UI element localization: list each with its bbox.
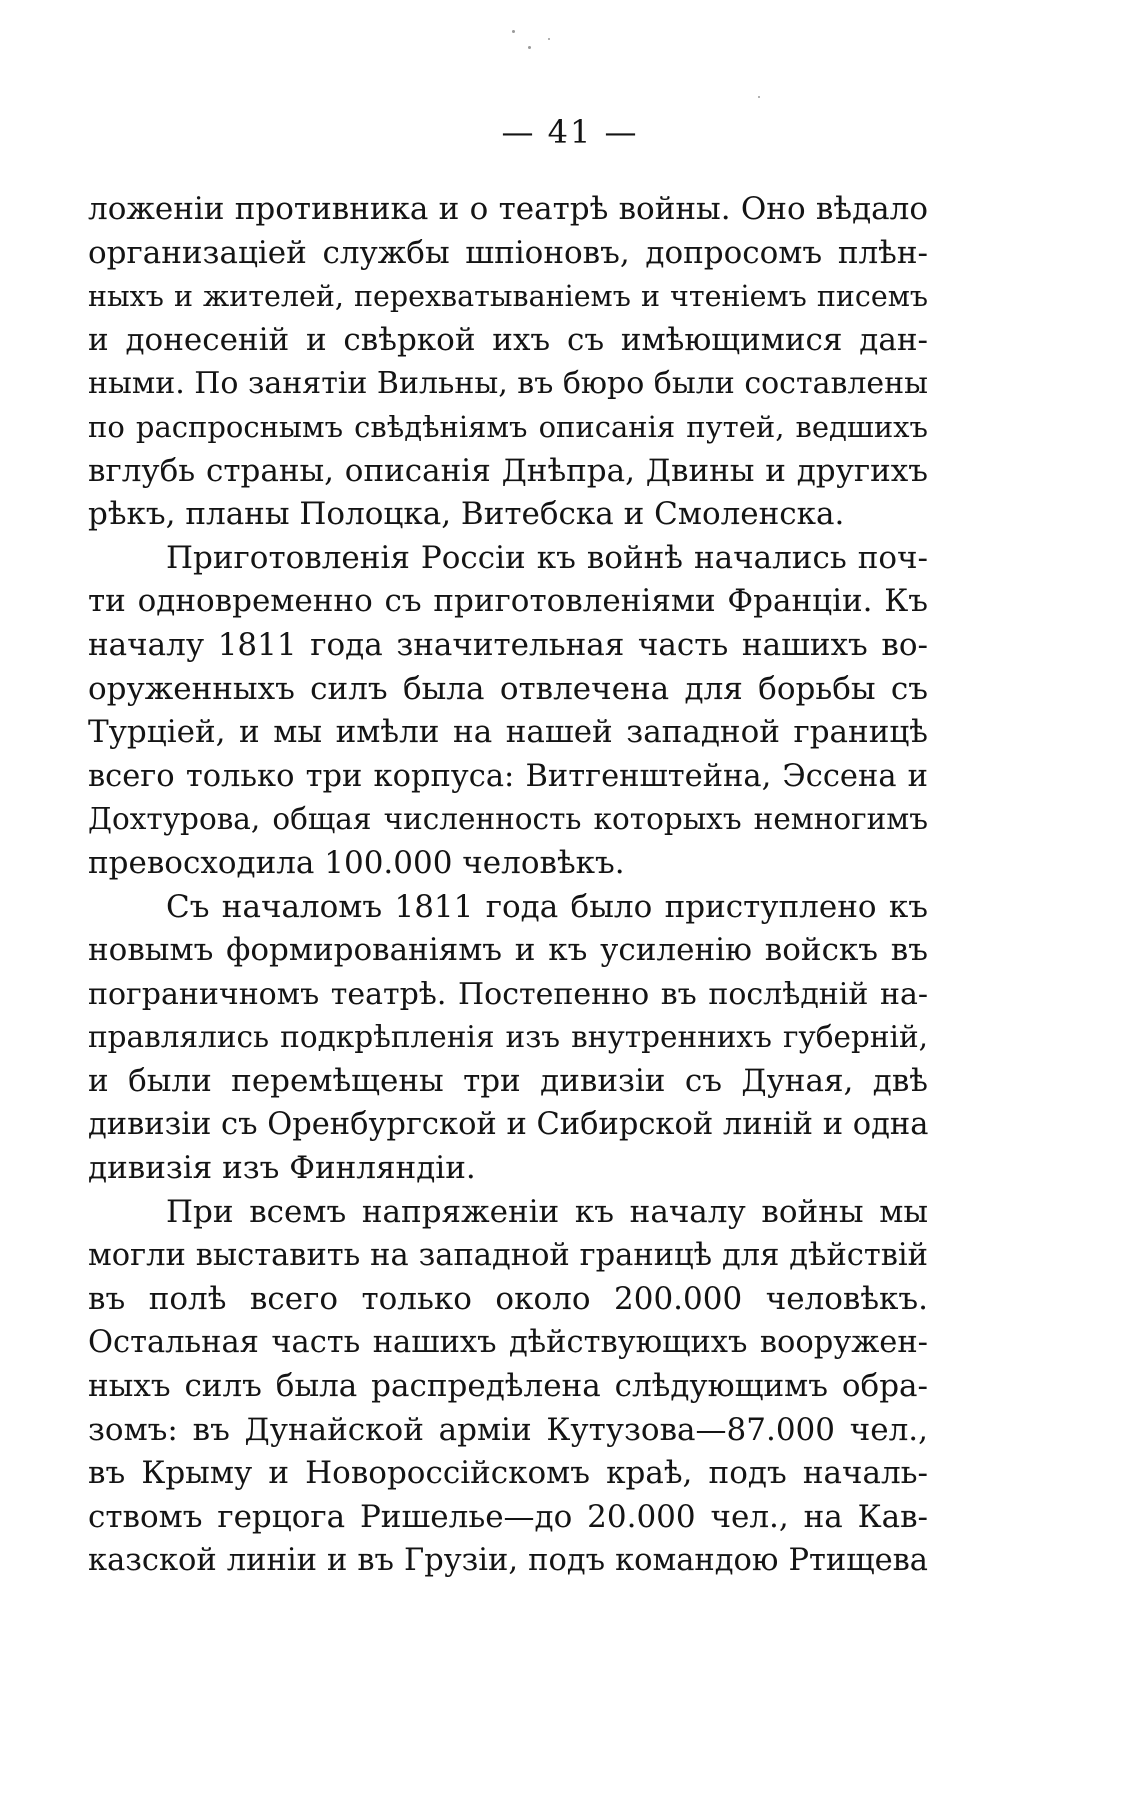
scan-speck <box>512 30 515 33</box>
body-text <box>88 188 928 1583</box>
text-line: Приготовленія Россіи къ войнѣ начались поч- <box>166 539 928 576</box>
text-line: и донесеній и свѣркой ихъ съ имѣющимися дан- <box>88 321 928 358</box>
text-line: и были перемѣщены три дивизіи съ Дуная, двѣ <box>88 1062 928 1099</box>
text-line: по распроснымъ свѣдѣніямъ описанія путей, ведшихъ <box>88 409 928 444</box>
scan-speck <box>758 96 760 98</box>
text-line: могли выставить на западной границѣ для дѣйствій <box>88 1238 928 1274</box>
text-line: Турціей, и мы имѣли на нашей западной границѣ <box>88 714 928 751</box>
text-line: Остальная часть нашихъ дѣйствующихъ вооружен- <box>88 1325 928 1361</box>
text-line: ными. По занятіи Вильны, въ бюро были составлены <box>88 366 928 402</box>
scan-speck <box>528 46 531 49</box>
text-line: ложеніи противника и о театрѣ войны. Оно вѣдало <box>88 191 928 227</box>
text-line: оруженныхъ силъ была отвлечена для борьбы съ <box>88 670 928 707</box>
text-line: дивизія изъ Финляндіи. <box>88 1150 476 1187</box>
text-line: ныхъ силъ была распредѣлена слѣдующимъ обра- <box>88 1368 928 1405</box>
paragraph-2 <box>88 537 928 886</box>
text-line: вглубь страны, описанія Днѣпра, Двины и другихъ <box>88 452 928 489</box>
text-line: Дохтурова, общая численность которыхъ немногимъ <box>88 802 928 837</box>
text-line: ныхъ и жителей, перехватываніемъ и чтеніемъ писемъ <box>88 280 928 314</box>
text-line: дивизіи съ Оренбургской и Сибирской линій и одна <box>88 1107 928 1143</box>
text-line: всего только три корпуса: Витгенштейна, Эссена и <box>88 758 928 794</box>
text-line: началу 1811 года значительная часть нашихъ во- <box>88 626 928 663</box>
text-line: казской линіи и въ Грузіи, подъ командою Ртищева <box>88 1543 928 1579</box>
text-line: правлялись подкрѣпленія изъ внутреннихъ губерній, <box>88 1020 928 1055</box>
paragraph-3 <box>88 886 928 1191</box>
text-line: рѣкъ, планы Полоцка, Витебска и Смоленска. <box>88 496 845 533</box>
text-line: пограничномъ театрѣ. Постепенно въ послѣдній на- <box>88 976 928 1012</box>
text-line: новымъ формированіямъ и къ усиленію войскъ въ <box>88 932 928 969</box>
paragraph-4 <box>88 1191 928 1583</box>
paragraph-1 <box>88 188 928 537</box>
text-line: организаціей службы шпіоновъ, допросомъ плѣн- <box>88 234 928 271</box>
text-line: въ Крыму и Новороссійскомъ краѣ, подъ началь- <box>88 1455 928 1492</box>
text-line: зомъ: въ Дунайской арміи Кутузова—87.000 чел., <box>88 1411 928 1448</box>
scan-speck <box>548 38 550 40</box>
text-line: Съ началомъ 1811 года было приступлено къ <box>166 888 928 925</box>
text-line: ствомъ герцога Ришелье—до 20.000 чел., на Кав- <box>88 1498 928 1535</box>
text-line: ти одновременно съ приготовленіями Франціи. Къ <box>88 583 928 620</box>
page-number: — 41 — <box>501 113 639 151</box>
text-line: превосходила 100.000 человѣкъ. <box>88 844 625 881</box>
text-line: При всемъ напряженіи къ началу войны мы <box>166 1193 928 1230</box>
text-line: въ полѣ всего только около 200.000 человѣкъ. <box>88 1280 928 1317</box>
